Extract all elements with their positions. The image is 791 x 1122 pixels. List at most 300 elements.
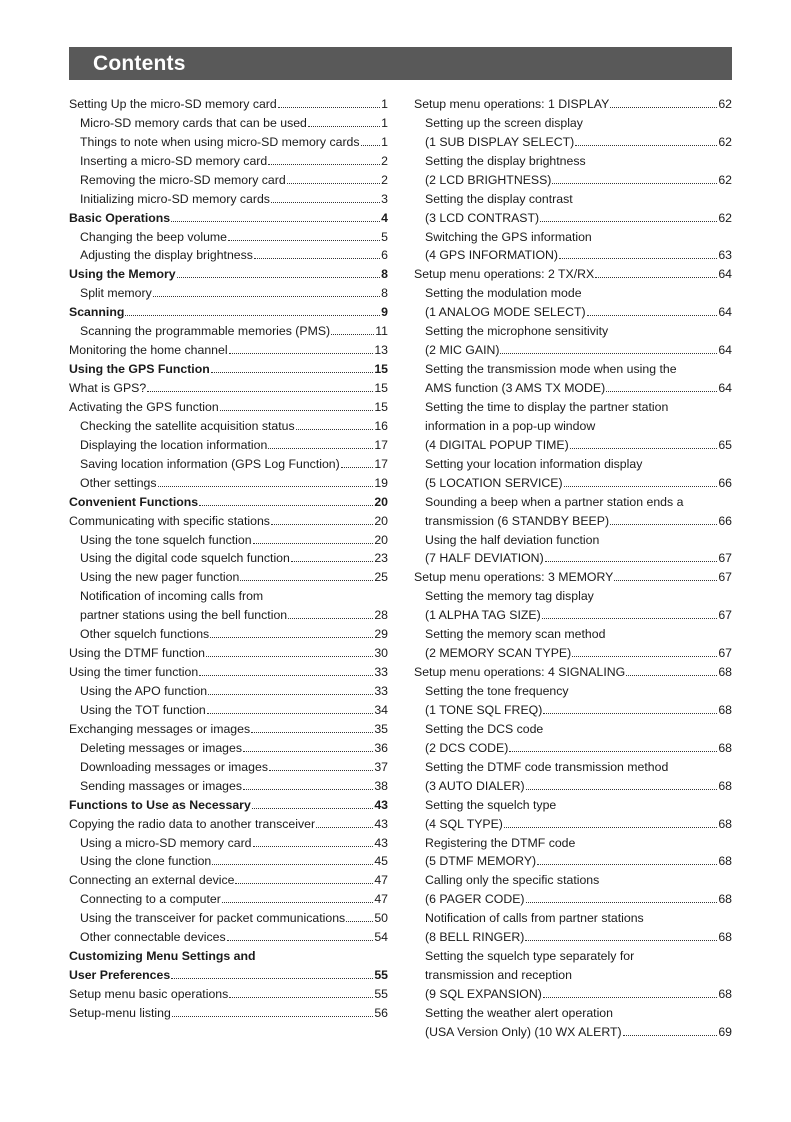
toc-entry[interactable] bbox=[414, 149, 732, 168]
toc-entry[interactable] bbox=[414, 641, 732, 660]
toc-entry-title: Using the timer function bbox=[69, 665, 199, 680]
toc-entry-title: Removing the micro-SD memory card bbox=[80, 172, 286, 187]
toc-entry-title: Scanning the programmable memories (PMS) bbox=[80, 324, 331, 339]
dot-leader bbox=[572, 656, 717, 657]
dot-leader bbox=[361, 145, 381, 146]
toc-entry-title: (8 BELL RINGER) bbox=[425, 930, 525, 945]
toc-entry-title: Deleting messages or images bbox=[80, 740, 242, 755]
toc-entry[interactable] bbox=[69, 603, 388, 622]
toc-entry[interactable] bbox=[69, 717, 388, 736]
toc-entry[interactable] bbox=[414, 925, 732, 944]
dot-leader bbox=[243, 789, 373, 790]
toc-entry[interactable] bbox=[69, 641, 388, 660]
toc-entry-page: 66 bbox=[718, 513, 732, 528]
dot-leader bbox=[526, 902, 718, 903]
toc-entry-title: Sounding a beep when a partner station ends a bbox=[425, 494, 684, 509]
toc-entry[interactable] bbox=[414, 812, 732, 831]
dot-leader bbox=[525, 940, 717, 941]
toc-entry-title: Switching the GPS information bbox=[425, 229, 592, 244]
dot-leader bbox=[229, 997, 373, 998]
toc-entry-page: 25 bbox=[374, 570, 388, 585]
toc-entry[interactable] bbox=[414, 281, 732, 300]
toc-entry[interactable] bbox=[414, 850, 732, 869]
toc-entry[interactable] bbox=[414, 433, 732, 452]
toc-entry-title: Copying the radio data to another transceiver bbox=[69, 816, 316, 831]
dot-leader bbox=[610, 524, 717, 525]
toc-entry[interactable] bbox=[69, 1001, 388, 1020]
dot-leader bbox=[346, 921, 373, 922]
toc-entry-title: Connecting to a computer bbox=[80, 892, 221, 907]
toc-entry[interactable] bbox=[414, 490, 732, 509]
toc-entry-page: 47 bbox=[374, 873, 388, 888]
toc-entry[interactable] bbox=[69, 755, 388, 774]
toc-entry[interactable] bbox=[414, 130, 732, 149]
toc-entry-title: (7 HALF DEVIATION) bbox=[425, 551, 544, 566]
toc-entry-title: Notification of calls from partner stations bbox=[425, 911, 644, 926]
toc-entry[interactable] bbox=[414, 622, 732, 641]
dot-leader bbox=[564, 486, 718, 487]
toc-entry-page: 4 bbox=[381, 210, 388, 225]
toc-entry[interactable] bbox=[414, 111, 732, 130]
toc-entry[interactable] bbox=[69, 149, 388, 168]
toc-entry[interactable] bbox=[69, 831, 388, 850]
toc-entry-title: Setup menu operations: 2 TX/RX bbox=[414, 267, 595, 282]
toc-entry-title: Setting the modulation mode bbox=[425, 286, 582, 301]
toc-entry-page: 67 bbox=[718, 570, 732, 585]
toc-entry-title: transmission and reception bbox=[425, 968, 572, 983]
toc-entry[interactable] bbox=[69, 187, 388, 206]
toc-entry-page: 19 bbox=[374, 475, 388, 490]
toc-entry-title: Initializing micro-SD memory cards bbox=[80, 191, 270, 206]
toc-entry-page: 1 bbox=[381, 96, 388, 111]
toc-entry-page: 15 bbox=[374, 381, 388, 395]
dot-leader bbox=[271, 202, 380, 203]
toc-entry-page: 1 bbox=[381, 134, 388, 149]
toc-entry-page: 17 bbox=[374, 437, 388, 452]
toc-entry[interactable] bbox=[414, 906, 732, 925]
toc-entry-title: Convenient Functions bbox=[69, 494, 199, 509]
toc-entry[interactable] bbox=[414, 509, 732, 528]
toc-entry[interactable] bbox=[69, 225, 388, 244]
toc-entry-title: Using the DTMF function bbox=[69, 646, 205, 661]
toc-entry-page: 9 bbox=[381, 305, 388, 320]
toc-entry[interactable] bbox=[69, 376, 388, 395]
toc-entry[interactable] bbox=[69, 528, 388, 547]
toc-entry-page: 33 bbox=[374, 684, 388, 698]
toc-entry[interactable] bbox=[69, 130, 388, 149]
toc-entry[interactable] bbox=[69, 452, 388, 471]
toc-entry[interactable] bbox=[69, 584, 388, 603]
dot-leader bbox=[253, 543, 374, 544]
toc-entry[interactable] bbox=[414, 736, 732, 755]
toc-entry[interactable] bbox=[69, 868, 388, 887]
toc-entry[interactable] bbox=[69, 244, 388, 263]
toc-entry-page: 5 bbox=[381, 229, 388, 244]
toc-entry-title: Activating the GPS function bbox=[69, 399, 219, 414]
toc-entry-page: 47 bbox=[374, 892, 388, 907]
toc-entry-title: (1 TONE SQL FREQ) bbox=[425, 702, 543, 717]
toc-entry[interactable] bbox=[69, 622, 388, 641]
toc-entry-page: 68 bbox=[718, 892, 732, 907]
toc-entry-title: Monitoring the home channel bbox=[69, 343, 228, 358]
toc-entry-page: 67 bbox=[718, 551, 732, 566]
dot-leader bbox=[235, 883, 373, 884]
toc-entry[interactable] bbox=[414, 168, 732, 187]
toc-entry[interactable] bbox=[69, 168, 388, 187]
toc-entry-page: 68 bbox=[718, 740, 732, 755]
toc-entry-page: 37 bbox=[374, 759, 388, 774]
toc-entry[interactable] bbox=[69, 565, 388, 584]
toc-entry-page: 54 bbox=[374, 930, 388, 945]
toc-entry[interactable] bbox=[69, 887, 388, 906]
toc-entry-page: 55 bbox=[374, 987, 388, 1001]
toc-entry-page: 68 bbox=[718, 665, 732, 680]
toc-entry-title: Using the GPS Function bbox=[69, 362, 210, 377]
toc-entry[interactable] bbox=[69, 395, 388, 414]
toc-entry-page: 68 bbox=[718, 778, 732, 793]
toc-entry-title: (3 AUTO DIALER) bbox=[425, 778, 525, 793]
toc-entry-page: 67 bbox=[718, 646, 732, 661]
toc-entry-title: Setting the microphone sensitivity bbox=[425, 324, 609, 339]
toc-entry-title: Using the APO function bbox=[80, 684, 208, 698]
dot-leader bbox=[207, 713, 374, 714]
toc-entry-page: 43 bbox=[374, 816, 388, 831]
dot-leader bbox=[268, 164, 380, 165]
toc-entry[interactable] bbox=[69, 357, 388, 376]
toc-entry-page: 68 bbox=[718, 930, 732, 945]
toc-entry-title: Setting the DCS code bbox=[425, 721, 544, 736]
toc-entry[interactable] bbox=[69, 338, 388, 357]
toc-entry-title: Adjusting the display brightness bbox=[80, 248, 253, 263]
toc-entry-title: Registering the DTMF code bbox=[425, 835, 576, 850]
toc-entry-title: Setup menu operations: 3 MEMORY bbox=[414, 570, 614, 585]
toc-entry[interactable] bbox=[69, 963, 388, 982]
toc-entry-title: Functions to Use as Necessary bbox=[69, 797, 251, 812]
toc-entry-title: (4 GPS INFORMATION) bbox=[425, 248, 558, 263]
dot-leader bbox=[212, 864, 373, 865]
dot-leader bbox=[559, 258, 717, 259]
dot-leader bbox=[222, 902, 373, 903]
toc-entry[interactable] bbox=[69, 281, 388, 300]
toc-entry-title: Other settings bbox=[80, 475, 157, 490]
toc-entry[interactable] bbox=[414, 868, 732, 887]
toc-entry[interactable] bbox=[414, 225, 732, 244]
dot-leader bbox=[291, 561, 373, 562]
toc-entry-title: Setting the tone frequency bbox=[425, 684, 569, 698]
toc-entry-title: Using the digital code squelch function bbox=[80, 551, 290, 566]
toc-entry[interactable] bbox=[414, 92, 732, 111]
toc-entry-page: 55 bbox=[374, 968, 388, 983]
toc-entry-page: 20 bbox=[374, 494, 388, 509]
toc-entry-title: Micro-SD memory cards that can be used bbox=[80, 115, 307, 130]
toc-entry-page: 68 bbox=[718, 816, 732, 831]
toc-entry[interactable] bbox=[69, 300, 388, 319]
toc-entry-page: 45 bbox=[374, 854, 388, 869]
toc-entry[interactable] bbox=[414, 338, 732, 357]
toc-entry[interactable] bbox=[414, 755, 732, 774]
toc-entry[interactable] bbox=[414, 395, 732, 414]
toc-entry[interactable] bbox=[414, 547, 732, 566]
toc-entry[interactable] bbox=[69, 490, 388, 509]
toc-entry-page: 15 bbox=[374, 362, 388, 377]
dot-leader bbox=[125, 315, 380, 316]
toc-entry[interactable] bbox=[69, 433, 388, 452]
toc-entry-title: Setting the memory tag display bbox=[425, 589, 594, 604]
toc-entry[interactable] bbox=[69, 793, 388, 812]
toc-entry[interactable] bbox=[414, 357, 732, 376]
toc-entry-title: Sending massages or images bbox=[80, 778, 242, 793]
toc-entry-title: (2 MEMORY SCAN TYPE) bbox=[425, 646, 572, 661]
toc-entry[interactable] bbox=[414, 982, 732, 1001]
toc-left-column bbox=[69, 92, 388, 1020]
toc-entry-title: Downloading messages or images bbox=[80, 759, 268, 774]
toc-entry-title: Calling only the specific stations bbox=[425, 873, 600, 888]
dot-leader bbox=[606, 391, 717, 392]
toc-entry[interactable] bbox=[69, 660, 388, 679]
toc-entry-title: Using a micro-SD memory card bbox=[80, 835, 252, 850]
dot-leader bbox=[172, 1016, 373, 1017]
dot-leader bbox=[587, 315, 718, 316]
toc-entry-page: 63 bbox=[718, 248, 732, 263]
toc-entry[interactable] bbox=[69, 850, 388, 869]
dot-leader bbox=[526, 789, 718, 790]
toc-entry-title: Changing the beep volume bbox=[80, 229, 227, 244]
dot-leader bbox=[227, 940, 374, 941]
toc-entry[interactable] bbox=[69, 736, 388, 755]
toc-entry-title: (4 SQL TYPE) bbox=[425, 816, 503, 831]
toc-entry-title: Other connectable devices bbox=[80, 930, 226, 945]
toc-entry[interactable] bbox=[414, 452, 732, 471]
toc-entry[interactable] bbox=[414, 319, 732, 338]
toc-entry-page: 36 bbox=[374, 740, 388, 755]
dot-leader bbox=[278, 107, 380, 108]
dot-leader bbox=[614, 580, 717, 581]
toc-entry-title: (5 DTMF MEMORY) bbox=[425, 854, 537, 869]
toc-entry-title: Using the tone squelch function bbox=[80, 532, 252, 547]
toc-entry-title: User Preferences bbox=[69, 968, 171, 983]
toc-entry[interactable] bbox=[414, 1001, 732, 1020]
toc-entry-page: 43 bbox=[374, 835, 388, 850]
dot-leader bbox=[199, 675, 373, 676]
toc-entry-title: What is GPS? bbox=[69, 381, 147, 395]
toc-entry-title: Setting your location information display bbox=[425, 456, 643, 471]
toc-entry-title: Using the Memory bbox=[69, 267, 176, 282]
dot-leader bbox=[570, 448, 718, 449]
dot-leader bbox=[287, 183, 380, 184]
dot-leader bbox=[610, 107, 717, 108]
toc-entry-page: 43 bbox=[374, 797, 388, 812]
dot-leader bbox=[171, 221, 380, 222]
toc-entry[interactable] bbox=[69, 982, 388, 1001]
toc-entry[interactable] bbox=[414, 887, 732, 906]
toc-entry-page: 69 bbox=[718, 1024, 732, 1039]
toc-entry-page: 20 bbox=[374, 532, 388, 547]
dot-leader bbox=[268, 448, 373, 449]
toc-entry-page: 2 bbox=[381, 172, 388, 187]
toc-entry[interactable] bbox=[414, 471, 732, 490]
toc-entry-page: 62 bbox=[718, 96, 732, 111]
toc-entry-title: Setup menu basic operations bbox=[69, 987, 229, 1001]
toc-entry-page: 16 bbox=[374, 418, 388, 433]
toc-entry[interactable] bbox=[69, 906, 388, 925]
dot-leader bbox=[177, 277, 381, 278]
toc-entry-page: 1 bbox=[381, 115, 388, 130]
toc-entry[interactable] bbox=[414, 206, 732, 225]
toc-entry-title: transmission (6 STANDBY BEEP) bbox=[425, 513, 610, 528]
toc-entry-title: Basic Operations bbox=[69, 210, 171, 225]
dot-leader bbox=[341, 467, 374, 468]
toc-entry-title: (1 ALPHA TAG SIZE) bbox=[425, 608, 541, 623]
toc-entry[interactable] bbox=[69, 679, 388, 698]
toc-entry-title: Communicating with specific stations bbox=[69, 513, 270, 528]
toc-entry[interactable] bbox=[414, 660, 732, 679]
toc-entry[interactable] bbox=[414, 262, 732, 281]
toc-entry-page: 11 bbox=[375, 324, 388, 339]
page-title: Contents bbox=[93, 52, 186, 75]
dot-leader bbox=[252, 808, 374, 809]
toc-entry[interactable] bbox=[69, 547, 388, 566]
toc-entry-page: 38 bbox=[374, 778, 388, 793]
toc-entry[interactable] bbox=[414, 187, 732, 206]
toc-entry-title: Setting up the screen display bbox=[425, 115, 583, 130]
dot-leader bbox=[153, 296, 380, 297]
toc-entry[interactable] bbox=[414, 376, 732, 395]
toc-entry-title: (5 LOCATION SERVICE) bbox=[425, 475, 563, 490]
dot-leader bbox=[543, 713, 717, 714]
toc-entry[interactable] bbox=[69, 812, 388, 831]
toc-entry-page: 13 bbox=[374, 343, 388, 358]
dot-leader bbox=[147, 391, 373, 392]
toc-entry-title: Setting the memory scan method bbox=[425, 627, 606, 642]
dot-leader bbox=[595, 277, 717, 278]
toc-entry-page: 6 bbox=[381, 248, 388, 263]
toc-entry-title: Setting the display contrast bbox=[425, 191, 573, 206]
toc-entry[interactable] bbox=[69, 774, 388, 793]
toc-entry-title: (2 MIC GAIN) bbox=[425, 343, 500, 358]
toc-entry-page: 30 bbox=[374, 646, 388, 661]
dot-leader bbox=[509, 751, 717, 752]
toc-entry-page: 68 bbox=[718, 702, 732, 717]
dot-leader bbox=[240, 580, 373, 581]
toc-right-column bbox=[414, 92, 732, 1039]
toc-entry[interactable] bbox=[69, 944, 388, 963]
toc-entry-title: Using the TOT function bbox=[80, 702, 206, 717]
toc-entry[interactable] bbox=[69, 319, 388, 338]
toc-entry[interactable] bbox=[414, 244, 732, 263]
toc-entry-page: 64 bbox=[718, 381, 732, 395]
dot-leader bbox=[504, 827, 717, 828]
toc-entry-title: (3 LCD CONTRAST) bbox=[425, 210, 540, 225]
toc-entry[interactable] bbox=[69, 414, 388, 433]
toc-entry[interactable] bbox=[414, 1020, 732, 1039]
toc-entry[interactable] bbox=[414, 679, 732, 698]
toc-entry-title: Things to note when using micro-SD memory cards bbox=[80, 134, 360, 149]
toc-entry[interactable] bbox=[69, 111, 388, 130]
toc-entry-title: Setting the DTMF code transmission method bbox=[425, 759, 669, 774]
dot-leader bbox=[206, 656, 373, 657]
toc-entry-title: Inserting a micro-SD memory card bbox=[80, 153, 268, 168]
toc-entry-page: 15 bbox=[374, 399, 388, 414]
toc-entry[interactable] bbox=[414, 414, 732, 433]
toc-entry[interactable] bbox=[414, 603, 732, 622]
dot-leader bbox=[543, 997, 717, 998]
toc-entry-title: Checking the satellite acquisition status bbox=[80, 418, 295, 433]
toc-entry[interactable] bbox=[414, 528, 732, 547]
toc-entry[interactable] bbox=[414, 963, 732, 982]
toc-entry-title: Setting the squelch type separately for bbox=[425, 949, 635, 964]
dot-leader bbox=[542, 618, 718, 619]
toc-entry-page: 67 bbox=[718, 608, 732, 623]
dot-leader bbox=[296, 429, 374, 430]
toc-entry[interactable] bbox=[414, 584, 732, 603]
dot-leader bbox=[269, 770, 373, 771]
toc-entry[interactable] bbox=[414, 698, 732, 717]
toc-entry-title: Connecting an external device bbox=[69, 873, 235, 888]
toc-entry-page: 3 bbox=[381, 191, 388, 206]
toc-entry[interactable] bbox=[414, 831, 732, 850]
toc-entry-title: Setting the squelch type bbox=[425, 797, 557, 812]
toc-entry[interactable] bbox=[69, 206, 388, 225]
toc-entry-page: 23 bbox=[374, 551, 388, 566]
toc-entry-page: 62 bbox=[718, 210, 732, 225]
toc-entry-page: 28 bbox=[374, 608, 388, 623]
toc-entry-title: Setting the time to display the partner station bbox=[425, 399, 669, 414]
toc-entry[interactable] bbox=[69, 92, 388, 111]
dot-leader bbox=[626, 675, 717, 676]
toc-entry[interactable] bbox=[414, 565, 732, 584]
toc-entry-title: (2 DCS CODE) bbox=[425, 740, 509, 755]
toc-entry-title: Setup menu operations: 4 SIGNALING bbox=[414, 665, 626, 680]
dot-leader bbox=[228, 240, 380, 241]
dot-leader bbox=[158, 486, 374, 487]
toc-entry-page: 20 bbox=[374, 513, 388, 528]
toc-entry-title: (USA Version Only) (10 WX ALERT) bbox=[425, 1024, 622, 1039]
toc-entry-title: Setup-menu listing bbox=[69, 1005, 171, 1020]
toc-entry[interactable] bbox=[69, 698, 388, 717]
toc-entry-page: 17 bbox=[374, 456, 388, 471]
toc-entry[interactable] bbox=[414, 793, 732, 812]
toc-entry-page: 50 bbox=[374, 911, 388, 926]
toc-entry-title: (9 SQL EXPANSION) bbox=[425, 987, 542, 1001]
toc-entry[interactable] bbox=[69, 925, 388, 944]
dot-leader bbox=[254, 258, 380, 259]
toc-entry-title: Using the clone function bbox=[80, 854, 212, 869]
dot-leader bbox=[243, 751, 373, 752]
toc-entry-title: Customizing Menu Settings and bbox=[69, 949, 256, 964]
toc-entry-page: 8 bbox=[381, 267, 388, 282]
toc-entry-title: (6 PAGER CODE) bbox=[425, 892, 525, 907]
toc-entry-title: Setting the transmission mode when using the bbox=[425, 362, 677, 377]
toc-entry-title: (1 ANALOG MODE SELECT) bbox=[425, 305, 586, 320]
toc-entry[interactable] bbox=[414, 717, 732, 736]
dot-leader bbox=[308, 126, 380, 127]
dot-leader bbox=[229, 353, 374, 354]
toc-entry-page: 62 bbox=[718, 172, 732, 187]
toc-entry-title: Setup menu operations: 1 DISPLAY bbox=[414, 96, 610, 111]
toc-entry-page: 56 bbox=[374, 1005, 388, 1020]
toc-entry[interactable] bbox=[414, 774, 732, 793]
toc-entry[interactable] bbox=[69, 262, 388, 281]
toc-entry-page: 68 bbox=[718, 987, 732, 1001]
toc-entry[interactable] bbox=[69, 471, 388, 490]
dot-leader bbox=[210, 637, 373, 638]
toc-entry-page: 8 bbox=[381, 286, 388, 301]
toc-entry[interactable] bbox=[414, 300, 732, 319]
toc-entry-title: partner stations using the bell function bbox=[80, 608, 288, 623]
toc-entry[interactable] bbox=[69, 509, 388, 528]
toc-entry[interactable] bbox=[414, 944, 732, 963]
toc-entry-page: 64 bbox=[718, 305, 732, 320]
